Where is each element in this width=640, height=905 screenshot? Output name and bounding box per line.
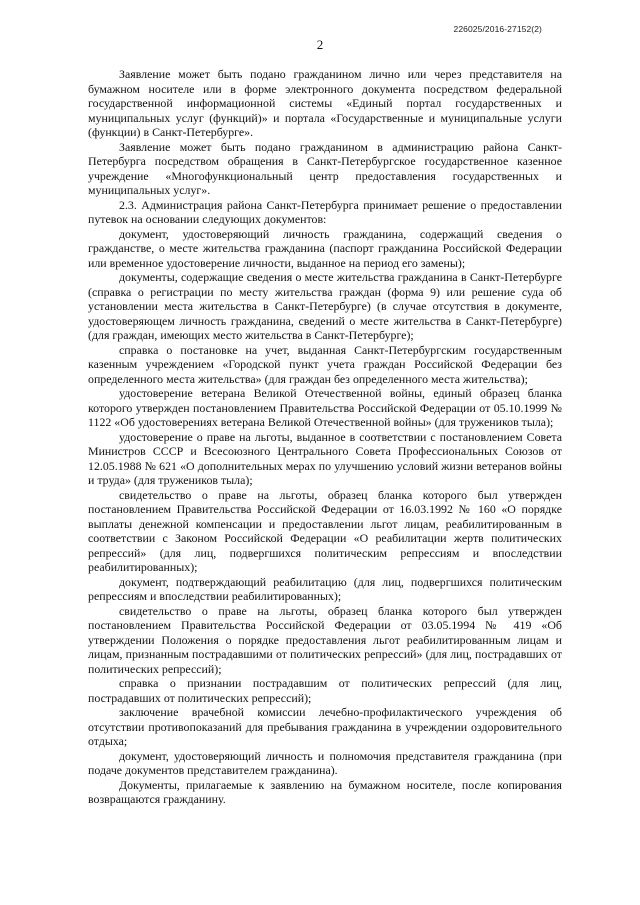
paragraph-documents-return: Документы, прилагаемые к заявлению на бумажном носителе, после копирования возвращаются гражданину. [88, 777, 562, 806]
paragraph-identity-document: документ, удостоверяющий личность гражданина, содержащий сведения о гражданстве, о месте жительства гражданина (паспорт гражданина Российской Федерации или временное удостоверение личности, выданное на период его замены); [88, 226, 562, 270]
page-number: 2 [316, 37, 324, 52]
paragraph-veteran-certificate: удостоверение ветерана Великой Отечественной войны, единый образец бланка которого утвержден постановлением Правительства Российской Федерации от 05.10.1999 № 1122 «Об удостоверениях ветерана Великой Отечественной войны» (для тружеников тыла); [88, 386, 562, 429]
document-id: 226025/2016-27152(2) [453, 24, 542, 34]
paragraph-application-mfc: Заявление может быть подано гражданином в администрацию района Санкт-Петербурга посредством обращения в Санкт-Петербургское государственное казенное учреждение «Многофункциональный центр предоставления государственных и муниципальных услуг». [88, 139, 562, 197]
paragraph-representative-document: документ, удостоверяющий личность и полномочия представителя гражданина (при подаче документов представителем гражданина). [88, 748, 562, 777]
paragraph-registration-certificate: справка о постановке на учет, выданная Санкт-Петербургским государственным казенным учреждением «Городской пункт учета граждан Российской Федерации без определенного места жительства» (для граждан без определенного места жительства); [88, 342, 562, 386]
paragraph-benefits-certificate-1992: свидетельство о праве на льготы, образец бланка которого был утвержден постановлением Правительства Российской Федерации от 16.03.1992 № 160 «О порядке выплаты денежной компенсации и предоставлении льгот лицам, реабилитированным в соответствии с Законом Российской Федерации «О реабилитации жертв политических репрессий» (для лиц, подвергшихся политическим репрессиям и впоследствии реабилитированных); [88, 487, 562, 574]
paragraph-application-submission: Заявление может быть подано гражданином лично или через представителя на бумажном носителе или в форме электронного документа посредством федеральной государственной информационной системы «Единый портал государственных и муниципальных услуг (функций)» и портала «Государственные и муниципальные услуги (функции) в Санкт-Петербурге». [88, 67, 562, 139]
paragraph-medical-conclusion: заключение врачебной комиссии лечебно-профилактического учреждения об отсутствии противопоказаний для пребывания гражданина в учреждении оздоровительного отдыха; [88, 705, 562, 748]
paragraph-benefits-certificate-1988: удостоверение о праве на льготы, выданное в соответствии с постановлением Совета Министров СССР и Всесоюзного Центрального Совета Профессиональных Союзов от 12.05.1988 № 621 «О дополнительных мерах по улучшению условий жизни ветеранов войны и труда» (для тружеников тыла); [88, 429, 562, 487]
paragraph-victim-certificate: справка о признании пострадавшим от политических репрессий (для лиц, пострадавших от политических репрессий); [88, 676, 562, 705]
paragraph-rehabilitation-document: документ, подтверждающий реабилитацию (для лиц, подвергшихся политическим репрессиям и впоследствии реабилитированных); [88, 574, 562, 603]
paragraph-residence-documents: документы, содержащие сведения о месте жительства гражданина в Санкт-Петербурге (справка о регистрации по месту жительства граждан (форма 9) или решение суда об установлении места жительства в Санкт-Петербурге) (в случае отсутствия в документе, удостоверяющем личность гражданина, сведений о месте жительства в Санкт-Петербурге) (для граждан, имеющих место жительства в Санкт-Петербурге); [88, 270, 562, 342]
paragraph-benefits-certificate-1994: свидетельство о праве на льготы, образец бланка которого был утвержден постановлением Правительства Российской Федерации от 03.05.1994 № 419 «Об утверждении Положения о порядке предоставления льгот реабилитированным лицам и лицам, признанным пострадавшими от политических репрессий» (для лиц, пострадавших от политических репрессий); [88, 603, 562, 676]
document-body [88, 67, 562, 807]
paragraph-section-2-3: 2.3. Администрация района Санкт-Петербурга принимает решение о предоставлении путевок на основании следующих документов: [88, 197, 562, 226]
